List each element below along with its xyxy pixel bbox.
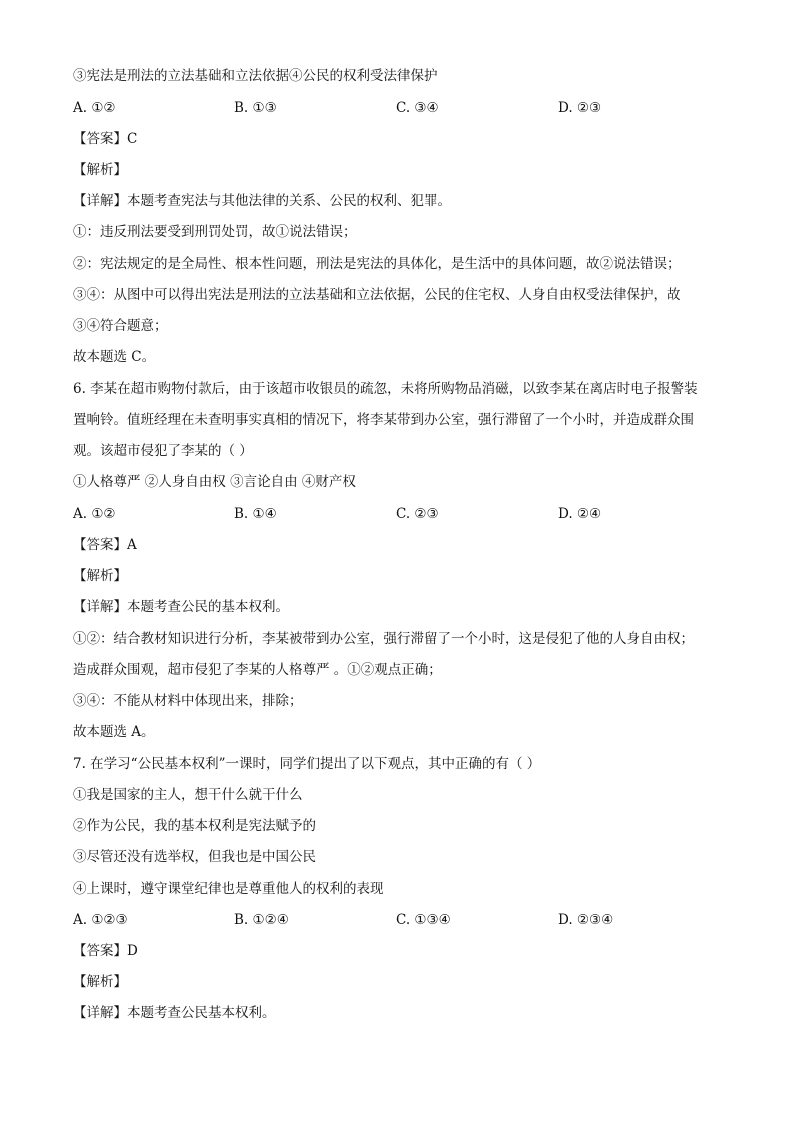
q6-option-b: B. ①④ — [234, 506, 277, 522]
q6-explain-2: 造成群众围观，超市侵犯了李某的人格尊严 。①②观点正确； — [73, 662, 442, 678]
q5-conclusion: 故本题选 C。 — [73, 349, 156, 365]
q5-explain-3: ③④：从图中可以得出宪法是刑法的立法基础和立法依据，公民的住宅权、人身自由权受法律保护，故 — [73, 287, 681, 303]
q6-detail: 【详解】本题考查公民的基本权利。 — [73, 599, 289, 615]
q7-analysis-heading: 【解析】 — [73, 974, 127, 990]
q5-option-d: D. ②③ — [558, 100, 602, 116]
q6-stem-line-1: 6. 李某在超市购物付款后，由于该超市收银员的疏忽，未将所购物品消磁，以致李某在离店时电子报警装 — [73, 381, 698, 397]
q5-explain-1: ①：违反刑法要受到刑罚处罚，故①说法错误； — [73, 224, 357, 240]
q7-option-c: C. ①③④ — [396, 912, 451, 928]
q5-detail: 【详解】本题考查宪法与其他法律的关系、公民的权利、犯罪。 — [73, 193, 451, 209]
q5-option-c: C. ③④ — [396, 100, 439, 116]
q5-option-a: A. ①② — [73, 100, 116, 116]
q7-item-2: ②作为公民，我的基本权利是宪法赋予的 — [73, 818, 316, 834]
q6-explain-3: ③④：不能从材料中体现出来，排除； — [73, 693, 303, 709]
q7-option-b: B. ①②④ — [234, 912, 289, 928]
q7-answer: 【答案】D — [73, 943, 138, 959]
q6-analysis-heading: 【解析】 — [73, 568, 127, 584]
q5-statement-line: ③宪法是刑法的立法基础和立法依据④公民的权利受法律保护 — [73, 68, 438, 84]
q7-item-4: ④上课时，遵守课堂纪律也是尊重他人的权利的表现 — [73, 881, 384, 897]
q6-conclusion: 故本题选 A。 — [73, 724, 155, 740]
q6-option-a: A. ①② — [73, 506, 116, 522]
q7-option-a: A. ①②③ — [73, 912, 128, 928]
q5-analysis-heading: 【解析】 — [73, 162, 127, 178]
q5-option-b: B. ①③ — [234, 100, 277, 116]
q7-item-3: ③尽管还没有选举权，但我也是中国公民 — [73, 849, 316, 865]
q7-stem: 7. 在学习“公民基本权利”一课时，同学们提出了以下观点，其中正确的有（ ） — [73, 756, 541, 772]
q6-stem-line-2: 置响铃。值班经理在未查明事实真相的情况下，将李某带到办公室，强行滞留了一个小时，并造成群众围 — [73, 412, 694, 428]
q6-option-d: D. ②④ — [558, 506, 602, 522]
q6-option-c: C. ②③ — [396, 506, 439, 522]
q6-stem-line-3: 观。该超市侵犯了李某的（ ） — [73, 443, 253, 459]
q5-explain-4: ③④符合题意； — [73, 318, 168, 334]
q5-explain-2: ②：宪法规定的是全局性、根本性问题，刑法是宪法的具体化，是生活中的具体问题，故②说法错误； — [73, 256, 681, 272]
q7-option-d: D. ②③④ — [558, 912, 614, 928]
q6-choices: ①人格尊严 ②人身自由权 ③言论自由 ④财产权 — [73, 474, 356, 490]
q7-item-1: ①我是国家的主人，想干什么就干什么 — [73, 787, 303, 803]
q7-detail: 【详解】本题考查公民基本权利。 — [73, 1005, 276, 1021]
q6-answer: 【答案】A — [73, 537, 137, 553]
q5-answer: 【答案】C — [73, 131, 138, 147]
q6-explain-1: ①②：结合教材知识进行分析，李某被带到办公室，强行滞留了一个小时，这是侵犯了他的人身自由权； — [73, 631, 694, 647]
